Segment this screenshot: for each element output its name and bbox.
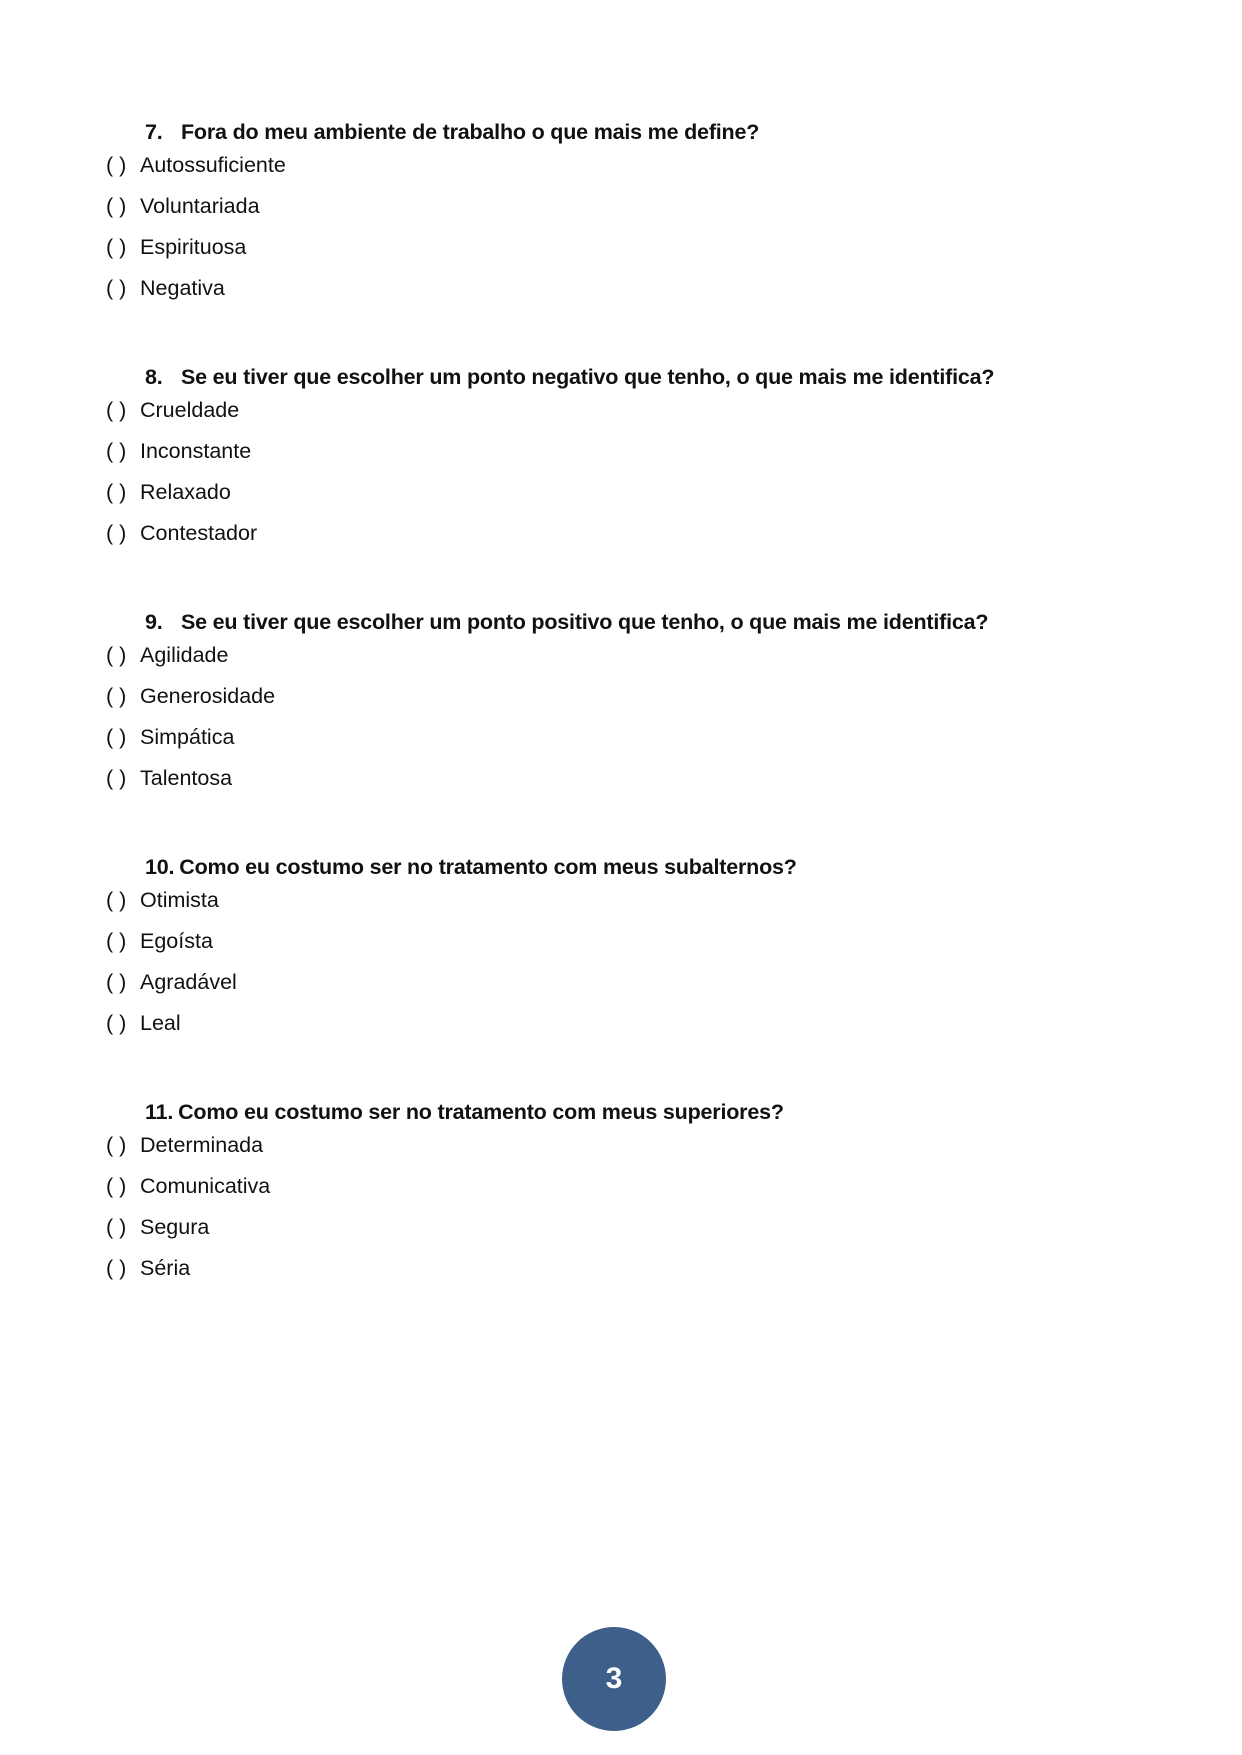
- page-number: 3: [605, 1662, 623, 1695]
- answer-option-label: Comunicativa: [140, 1174, 271, 1198]
- checkbox-blank[interactable]: ( ): [106, 153, 127, 177]
- answer-option[interactable]: [106, 477, 231, 507]
- answer-option-label: Inconstante: [140, 439, 252, 463]
- answer-option-label: Autossuficiente: [140, 153, 286, 177]
- answer-option[interactable]: [106, 967, 237, 997]
- checkbox-blank[interactable]: ( ): [106, 970, 127, 994]
- question-number: 9.: [145, 610, 163, 634]
- answer-option[interactable]: [106, 150, 286, 180]
- answer-option[interactable]: [106, 1253, 190, 1283]
- question-title: [145, 855, 797, 880]
- question-text: Fora do meu ambiente de trabalho o que mais me define?: [181, 120, 760, 144]
- question-text: Se eu tiver que escolher um ponto positivo que tenho, o que mais me identifica?: [181, 610, 989, 634]
- answer-option[interactable]: [106, 191, 260, 221]
- checkbox-blank[interactable]: ( ): [106, 1256, 127, 1280]
- answer-option[interactable]: [106, 722, 234, 752]
- checkbox-blank[interactable]: ( ): [106, 1133, 127, 1157]
- answer-option[interactable]: [106, 926, 213, 956]
- answer-option-label: Egoísta: [140, 929, 213, 953]
- question-text: Se eu tiver que escolher um ponto negativo que tenho, o que mais me identifica?: [181, 365, 995, 389]
- checkbox-blank[interactable]: ( ): [106, 929, 127, 953]
- checkbox-blank[interactable]: ( ): [106, 480, 127, 504]
- question-title: [145, 365, 994, 390]
- answer-option-label: Contestador: [140, 521, 258, 545]
- checkbox-blank[interactable]: ( ): [106, 1174, 127, 1198]
- answer-option-label: Negativa: [140, 276, 225, 300]
- answer-option[interactable]: [106, 1130, 263, 1160]
- question-number: 10.: [145, 855, 175, 879]
- answer-option-label: Segura: [140, 1215, 210, 1239]
- checkbox-blank[interactable]: ( ): [106, 194, 127, 218]
- answer-option-label: Espirituosa: [140, 235, 247, 259]
- answer-option[interactable]: [106, 640, 228, 670]
- answer-option[interactable]: [106, 763, 232, 793]
- answer-option[interactable]: [106, 1171, 270, 1201]
- question-text: Como eu costumo ser no tratamento com meus subalternos?: [179, 855, 797, 879]
- answer-option-label: Voluntariada: [140, 194, 260, 218]
- answer-option[interactable]: [106, 395, 239, 425]
- answer-option[interactable]: [106, 518, 257, 548]
- answer-option[interactable]: [106, 1008, 181, 1038]
- answer-option-label: Otimista: [140, 888, 219, 912]
- checkbox-blank[interactable]: ( ): [106, 235, 127, 259]
- question-title: [145, 120, 759, 145]
- question-title: [145, 1100, 784, 1125]
- question-text: Como eu costumo ser no tratamento com meus superiores?: [178, 1100, 784, 1124]
- page-number-badge: [562, 1627, 666, 1731]
- checkbox-blank[interactable]: ( ): [106, 521, 127, 545]
- answer-option-label: Leal: [140, 1011, 181, 1035]
- answer-option-label: Crueldade: [140, 398, 240, 422]
- checkbox-blank[interactable]: ( ): [106, 398, 127, 422]
- question-number: 11.: [145, 1100, 174, 1124]
- answer-option-label: Relaxado: [140, 480, 231, 504]
- checkbox-blank[interactable]: ( ): [106, 1011, 127, 1035]
- answer-option-label: Generosidade: [140, 684, 276, 708]
- checkbox-blank[interactable]: ( ): [106, 766, 127, 790]
- checkbox-blank[interactable]: ( ): [106, 725, 127, 749]
- checkbox-blank[interactable]: ( ): [106, 643, 127, 667]
- question-number: 7.: [145, 120, 163, 144]
- answer-option[interactable]: [106, 885, 219, 915]
- answer-option-label: Séria: [140, 1256, 191, 1280]
- checkbox-blank[interactable]: ( ): [106, 276, 127, 300]
- answer-option-label: Simpática: [140, 725, 235, 749]
- checkbox-blank[interactable]: ( ): [106, 439, 127, 463]
- answer-option[interactable]: [106, 681, 275, 711]
- question-number: 8.: [145, 365, 163, 389]
- answer-option-label: Agradável: [140, 970, 237, 994]
- answer-option-label: Talentosa: [140, 766, 233, 790]
- answer-option[interactable]: [106, 232, 246, 262]
- checkbox-blank[interactable]: ( ): [106, 684, 127, 708]
- answer-option[interactable]: [106, 273, 225, 303]
- answer-option-label: Agilidade: [140, 643, 229, 667]
- answer-option[interactable]: [106, 1212, 209, 1242]
- checkbox-blank[interactable]: ( ): [106, 1215, 127, 1239]
- checkbox-blank[interactable]: ( ): [106, 888, 127, 912]
- answer-option-label: Determinada: [140, 1133, 264, 1157]
- answer-option[interactable]: [106, 436, 251, 466]
- question-title: [145, 610, 988, 635]
